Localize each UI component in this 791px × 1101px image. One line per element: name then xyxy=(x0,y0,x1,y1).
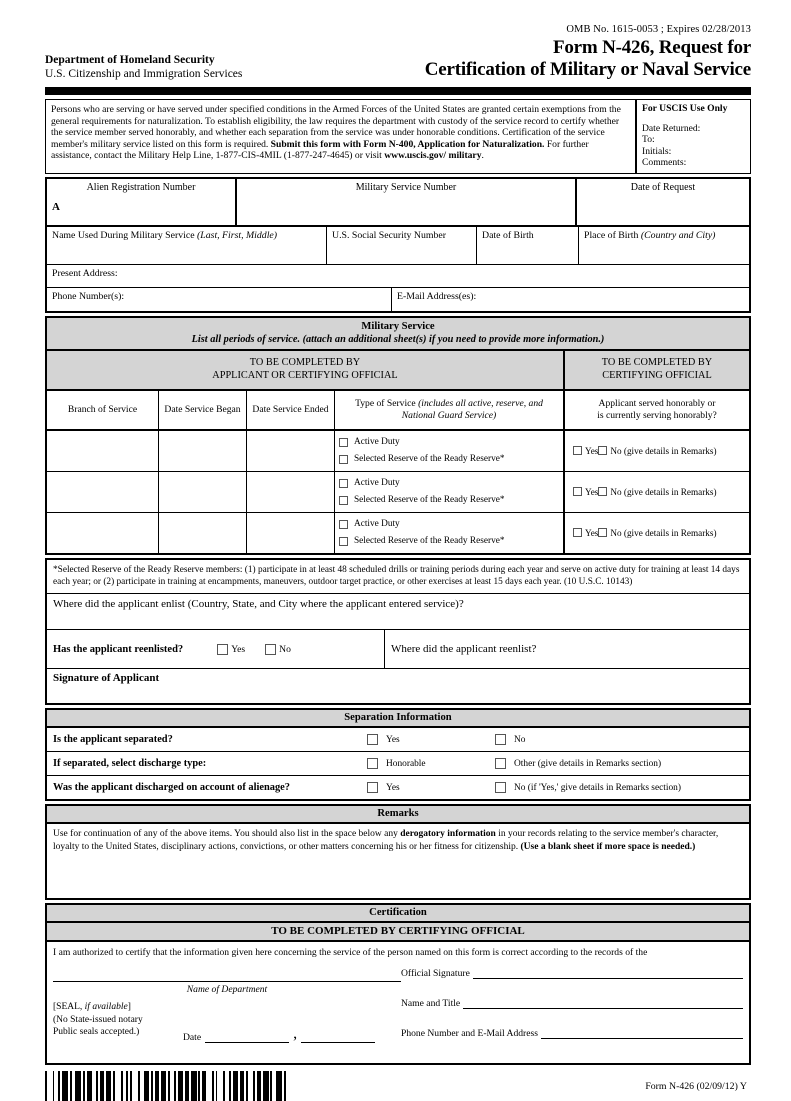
instructions-b2: www.uscis.gov/ military xyxy=(384,150,482,162)
column-header-date-began: Date Service Began xyxy=(159,391,247,429)
name-of-department-input[interactable] xyxy=(53,967,401,982)
date-of-request-field[interactable] xyxy=(577,179,749,225)
reenlist-question-cell xyxy=(47,630,385,668)
active-duty-label-row-2: Active Duty xyxy=(354,478,400,489)
type-of-service-cell-row-3 xyxy=(335,513,565,553)
honorably-no-option-row-3[interactable] xyxy=(598,528,716,538)
signature-of-applicant-field[interactable] xyxy=(45,669,751,705)
column-header-date-ended: Date Service Ended xyxy=(247,391,335,429)
ssn-label: U.S. Social Security Number xyxy=(332,229,447,241)
date-of-birth-field[interactable] xyxy=(477,227,579,264)
column-header-type-of-service xyxy=(335,391,565,429)
remarks-text-2: in your records relating to the service member's character, loyalty to the United States, disciplinary actions, convictions, or other matters concerning his or her fitness for citizenship. xyxy=(53,829,719,852)
reenlist-yes-label: Yes xyxy=(231,643,246,655)
date-of-request-label: Date of Request xyxy=(630,181,696,193)
checkbox-honorably-yes-row-1[interactable] xyxy=(573,446,582,455)
military-service-title-band xyxy=(47,318,749,351)
agency-name: Department of Homeland Security xyxy=(45,54,215,66)
seal-note-line1-italic: if available xyxy=(84,1002,128,1013)
separation-question-3: Was the applicant discharged on account of alienage? xyxy=(53,782,290,794)
form-page xyxy=(45,0,751,1101)
checkbox-discharge-other[interactable] xyxy=(495,758,506,769)
checkbox-active-duty-row-3[interactable] xyxy=(339,520,348,529)
separation-title-band: Separation Information xyxy=(47,710,749,728)
table-row xyxy=(47,431,749,472)
checkbox-honorably-no-row-2[interactable] xyxy=(598,487,607,496)
branch-input-row-2[interactable] xyxy=(47,472,159,512)
separation-option-3b-label: No (if 'Yes,' give details in Remarks section) xyxy=(514,782,681,793)
instructions-text xyxy=(46,100,635,173)
separation-information-section xyxy=(45,708,751,801)
column-header-served-honorably xyxy=(565,391,749,429)
selected-reserve-label-row-3: Selected Reserve of the Ready Reserve* xyxy=(354,536,505,547)
honorably-yes-option-row-3[interactable] xyxy=(573,528,598,538)
checkbox-active-duty-row-1[interactable] xyxy=(339,438,348,447)
active-duty-option-row-3[interactable] xyxy=(339,517,559,531)
official-signature-input[interactable] xyxy=(473,967,743,979)
name-used-field[interactable] xyxy=(47,227,327,264)
active-duty-label-row-3: Active Duty xyxy=(354,519,400,530)
honorably-yes-label-row-2: Yes xyxy=(585,486,599,497)
date-ended-input-row-3[interactable] xyxy=(247,513,335,553)
date-of-birth-label: Date of Birth xyxy=(482,229,534,241)
separation-option-3b[interactable] xyxy=(495,782,749,793)
official-signature-label: Official Signature xyxy=(401,968,470,980)
completed-by-official-header xyxy=(565,351,749,389)
honorably-yes-label-row-3: Yes xyxy=(585,527,599,538)
uscis-date-returned-label: Date Returned: xyxy=(642,122,701,134)
form-number-footer: Form N-426 (02/09/12) Y xyxy=(645,1080,747,1092)
phone-email-label: Phone Number and E-Mail Address xyxy=(401,1028,538,1040)
honorably-yes-option-row-1[interactable] xyxy=(573,446,598,456)
checkbox-separated-no[interactable] xyxy=(495,734,506,745)
certification-statement: I am authorized to certify that the information given here concerning the service of the person named on this form is correct according to the records of the xyxy=(53,947,648,959)
present-address-field[interactable] xyxy=(45,265,751,288)
military-service-section xyxy=(45,316,751,555)
remarks-section xyxy=(45,804,751,900)
enlist-question-label: Where did the applicant enlist (Country, State, and City where the applicant entered service)? xyxy=(53,598,464,611)
selected-reserve-label-row-1: Selected Reserve of the Ready Reserve* xyxy=(354,454,505,465)
remarks-bold-2: (Use a blank sheet if more space is needed.) xyxy=(520,841,696,852)
uscis-to-label: To: xyxy=(642,134,655,146)
checkbox-separated-yes[interactable] xyxy=(367,734,378,745)
selected-reserve-option-row-1[interactable] xyxy=(339,452,559,466)
reenlist-where-field[interactable] xyxy=(385,630,749,668)
reenlist-no-label: No xyxy=(279,643,291,655)
separation-option-1b-label: No xyxy=(514,734,526,745)
separation-option-2b[interactable] xyxy=(495,758,749,769)
certification-date-input-1[interactable] xyxy=(205,1031,289,1043)
branch-input-row-3[interactable] xyxy=(47,513,159,553)
phone-email-input[interactable] xyxy=(541,1027,743,1039)
alien-registration-number-value: A xyxy=(52,200,60,213)
page-title xyxy=(425,37,751,81)
honorably-no-label-row-3: No (give details in Remarks) xyxy=(610,527,717,538)
form-header xyxy=(45,37,751,82)
selected-reserve-option-row-3[interactable] xyxy=(339,534,559,548)
separation-option-1b[interactable] xyxy=(495,734,749,745)
name-row xyxy=(45,227,751,265)
certification-date-row xyxy=(183,1025,401,1043)
table-row xyxy=(47,513,749,553)
reenlist-no-option[interactable] xyxy=(265,644,291,655)
completed-by-applicant-line2: APPLICANT OR CERTIFYING OFFICIAL xyxy=(212,370,398,382)
certification-subtitle-band: TO BE COMPLETED BY CERTIFYING OFFICIAL xyxy=(47,923,749,942)
military-service-title: Military Service xyxy=(361,320,435,332)
place-of-birth-hint: (Country and City) xyxy=(640,229,716,241)
certification-title-band: Certification xyxy=(47,905,749,923)
instructions-block xyxy=(45,99,751,174)
form-footer xyxy=(45,1071,751,1101)
date-began-input-row-1[interactable] xyxy=(159,431,247,471)
instructions-tail: . xyxy=(481,150,484,162)
type-of-service-label: Type of Service xyxy=(355,398,416,410)
seal-note-line3: Public seals accepted.) xyxy=(53,1027,140,1038)
instructions-p1: Persons who are serving or have served under specified conditions in the Armed Forces of the United States are granted certain exemptions from the general requirements for naturalization. To establish eligibility, the law requires the department with custody of the service record to certify whether the service member served honorably, and whether each separation from the service was under honorable conditions. Certification of the service member's military service listed on this form is required. xyxy=(51,104,621,150)
branch-input-row-1[interactable] xyxy=(47,431,159,471)
certification-date-label: Date xyxy=(183,1031,202,1043)
agency-subname: U.S. Citizenship and Immigration Services xyxy=(45,68,243,80)
date-ended-input-row-2[interactable] xyxy=(247,472,335,512)
checkbox-honorably-yes-row-2[interactable] xyxy=(573,487,582,496)
completed-by-official-line1: TO BE COMPLETED BY xyxy=(601,356,713,368)
completed-by-applicant-line1: TO BE COMPLETED BY xyxy=(249,356,361,368)
certification-date-comma: , xyxy=(293,1024,298,1042)
separation-row-2 xyxy=(47,752,749,776)
checkbox-reenlist-yes[interactable] xyxy=(217,644,228,655)
place-of-birth-field[interactable] xyxy=(579,227,749,264)
type-of-service-hint: (includes all active, reserve, and National Guard Service) xyxy=(401,398,543,421)
present-address-label: Present Address: xyxy=(52,267,118,279)
military-service-number-label: Military Service Number xyxy=(355,181,457,193)
separation-row-1 xyxy=(47,728,749,752)
checkbox-discharge-honorable[interactable] xyxy=(367,758,378,769)
certification-body xyxy=(47,942,749,1063)
remarks-textarea[interactable] xyxy=(47,824,749,898)
instructions-p2: For further assistance, contact the Military Help Line, 1-877-CIS-4MIL (1-877-247-4645) or visit xyxy=(51,138,589,162)
phone-number-field[interactable] xyxy=(47,288,392,311)
active-duty-label-row-1: Active Duty xyxy=(354,437,400,448)
completed-by-official-line2: CERTIFYING OFFICIAL xyxy=(602,370,712,382)
certification-right-column xyxy=(401,967,743,1057)
name-and-title-label: Name and Title xyxy=(401,998,461,1010)
checkbox-honorably-no-row-3[interactable] xyxy=(598,528,607,537)
checkbox-selected-reserve-row-2[interactable] xyxy=(339,496,348,505)
checkbox-alienage-yes[interactable] xyxy=(367,782,378,793)
form-title-line2: Certification of Military or Naval Service xyxy=(424,59,751,80)
instructions-b1: Submit this form with Form N-400, Application for Naturalization. xyxy=(270,138,545,150)
reenlist-where-label: Where did the applicant reenlist? xyxy=(391,643,537,656)
reenlist-yes-option[interactable] xyxy=(217,644,245,655)
table-row xyxy=(47,472,749,513)
contact-row xyxy=(45,288,751,313)
name-and-title-row xyxy=(401,997,743,1009)
remarks-title-band: Remarks xyxy=(47,806,749,824)
enlist-question-field[interactable] xyxy=(45,594,751,630)
separation-option-1a[interactable] xyxy=(367,734,495,745)
seal-note-line1-b: ] xyxy=(127,1002,131,1013)
seal-note-line1 xyxy=(53,1001,401,1014)
date-began-input-row-3[interactable] xyxy=(159,513,247,553)
seal-note-line2: (No State-issued notary xyxy=(53,1014,143,1025)
separation-question-1: Is the applicant separated? xyxy=(53,734,173,746)
barcode xyxy=(45,1071,287,1101)
served-honorably-line2: is currently serving honorably? xyxy=(597,409,717,421)
uscis-use-only-box xyxy=(635,100,750,173)
honorably-yes-label-row-1: Yes xyxy=(585,445,599,456)
phone-email-row xyxy=(401,1027,743,1039)
form-title-line1: Form N-426, Request for xyxy=(552,37,751,58)
checkbox-reenlist-no[interactable] xyxy=(265,644,276,655)
email-field[interactable] xyxy=(392,288,749,311)
served-honorably-cell-row-2 xyxy=(565,472,749,512)
email-label: E-Mail Address(es): xyxy=(397,290,477,302)
uscis-comments-label: Comments: xyxy=(642,157,687,169)
served-honorably-cell-row-1 xyxy=(565,431,749,471)
checkbox-selected-reserve-row-3[interactable] xyxy=(339,537,348,546)
checkbox-selected-reserve-row-1[interactable] xyxy=(339,455,348,464)
name-and-title-input[interactable] xyxy=(463,997,743,1009)
honorably-no-label-row-2: No (give details in Remarks) xyxy=(610,486,717,497)
date-ended-input-row-1[interactable] xyxy=(247,431,335,471)
type-of-service-cell-row-1 xyxy=(335,431,565,471)
separation-row-3 xyxy=(47,776,749,799)
served-honorably-line1: Applicant served honorably or xyxy=(598,398,716,410)
checkbox-honorably-yes-row-3[interactable] xyxy=(573,528,582,537)
military-service-column-headers xyxy=(47,391,749,431)
applicant-identification-block xyxy=(45,177,751,313)
omb-number: OMB No. 1615-0053 ; Expires 02/28/2013 xyxy=(566,24,751,35)
reenlist-question-label: Has the applicant reenlisted? xyxy=(53,643,184,655)
remarks-bold-1: derogatory information xyxy=(400,829,496,840)
date-began-input-row-2[interactable] xyxy=(159,472,247,512)
separation-option-3a-label: Yes xyxy=(386,782,400,793)
separation-option-1a-label: Yes xyxy=(386,734,400,745)
uscis-use-heading: For USCIS Use Only xyxy=(642,103,728,114)
honorably-yes-option-row-2[interactable] xyxy=(573,487,598,497)
military-service-subtitle: List all periods of service. (attach an additional sheet(s) if you need to provide more information.) xyxy=(191,333,605,345)
certification-columns xyxy=(53,967,743,1057)
official-signature-row xyxy=(401,967,743,979)
honorably-no-label-row-1: No (give details in Remarks) xyxy=(610,445,717,456)
name-used-hint: (Last, First, Middle) xyxy=(197,229,278,241)
active-duty-option-row-2[interactable] xyxy=(339,476,559,490)
completed-by-applicant-header xyxy=(47,351,565,389)
honorably-no-option-row-2[interactable] xyxy=(598,487,716,497)
honorably-no-option-row-1[interactable] xyxy=(598,446,716,456)
registration-row xyxy=(45,177,751,227)
military-service-number-field[interactable] xyxy=(237,179,577,225)
separation-option-2b-label: Other (give details in Remarks section) xyxy=(514,758,662,769)
alien-registration-number-label: Alien Registration Number xyxy=(86,181,196,193)
alien-registration-number-field[interactable] xyxy=(47,179,237,225)
phone-number-label: Phone Number(s): xyxy=(52,290,125,302)
separation-question-2: If separated, select discharge type: xyxy=(53,758,207,770)
certification-section xyxy=(45,903,751,1065)
checkbox-alienage-no[interactable] xyxy=(495,782,506,793)
served-honorably-cell-row-3 xyxy=(565,513,749,553)
uscis-initials-label: Initials: xyxy=(642,145,672,157)
ssn-field[interactable] xyxy=(327,227,477,264)
checkbox-active-duty-row-2[interactable] xyxy=(339,479,348,488)
selected-reserve-footnote: *Selected Reserve of the Ready Reserve members: (1) participate in at least 48 scheduled drills or training periods during each year and serve on active duty for training at least 14 days each year; or (2) participate in training at encampments, maneuvers, outdoor target practice, or other exercises at least 15 days each year. (10 U.S.C. 10143) xyxy=(45,558,751,594)
name-of-department-caption: Name of Department xyxy=(186,984,268,996)
checkbox-honorably-no-row-1[interactable] xyxy=(598,446,607,455)
signature-of-applicant-label: Signature of Applicant xyxy=(53,672,160,685)
seal-note-line1-a: [SEAL, xyxy=(53,1002,85,1013)
separation-option-2a-label: Honorable xyxy=(386,758,426,769)
column-header-branch: Branch of Service xyxy=(47,391,159,429)
separation-option-3a[interactable] xyxy=(367,782,495,793)
selected-reserve-option-row-2[interactable] xyxy=(339,493,559,507)
selected-reserve-label-row-2: Selected Reserve of the Ready Reserve* xyxy=(354,495,505,506)
military-service-responsibility-band xyxy=(47,351,749,391)
certification-left-column xyxy=(53,967,401,1057)
active-duty-option-row-1[interactable] xyxy=(339,435,559,449)
remarks-text-1: Use for continuation of any of the above items. You should also list in the space below any xyxy=(53,829,401,840)
name-used-label: Name Used During Military Service xyxy=(52,229,195,241)
certification-date-input-2[interactable] xyxy=(301,1031,375,1043)
place-of-birth-label: Place of Birth xyxy=(584,229,639,241)
type-of-service-cell-row-2 xyxy=(335,472,565,512)
separation-option-2a[interactable] xyxy=(367,758,495,769)
agency-block xyxy=(45,37,242,82)
header-divider-bar xyxy=(45,87,751,95)
reenlist-row xyxy=(45,630,751,669)
